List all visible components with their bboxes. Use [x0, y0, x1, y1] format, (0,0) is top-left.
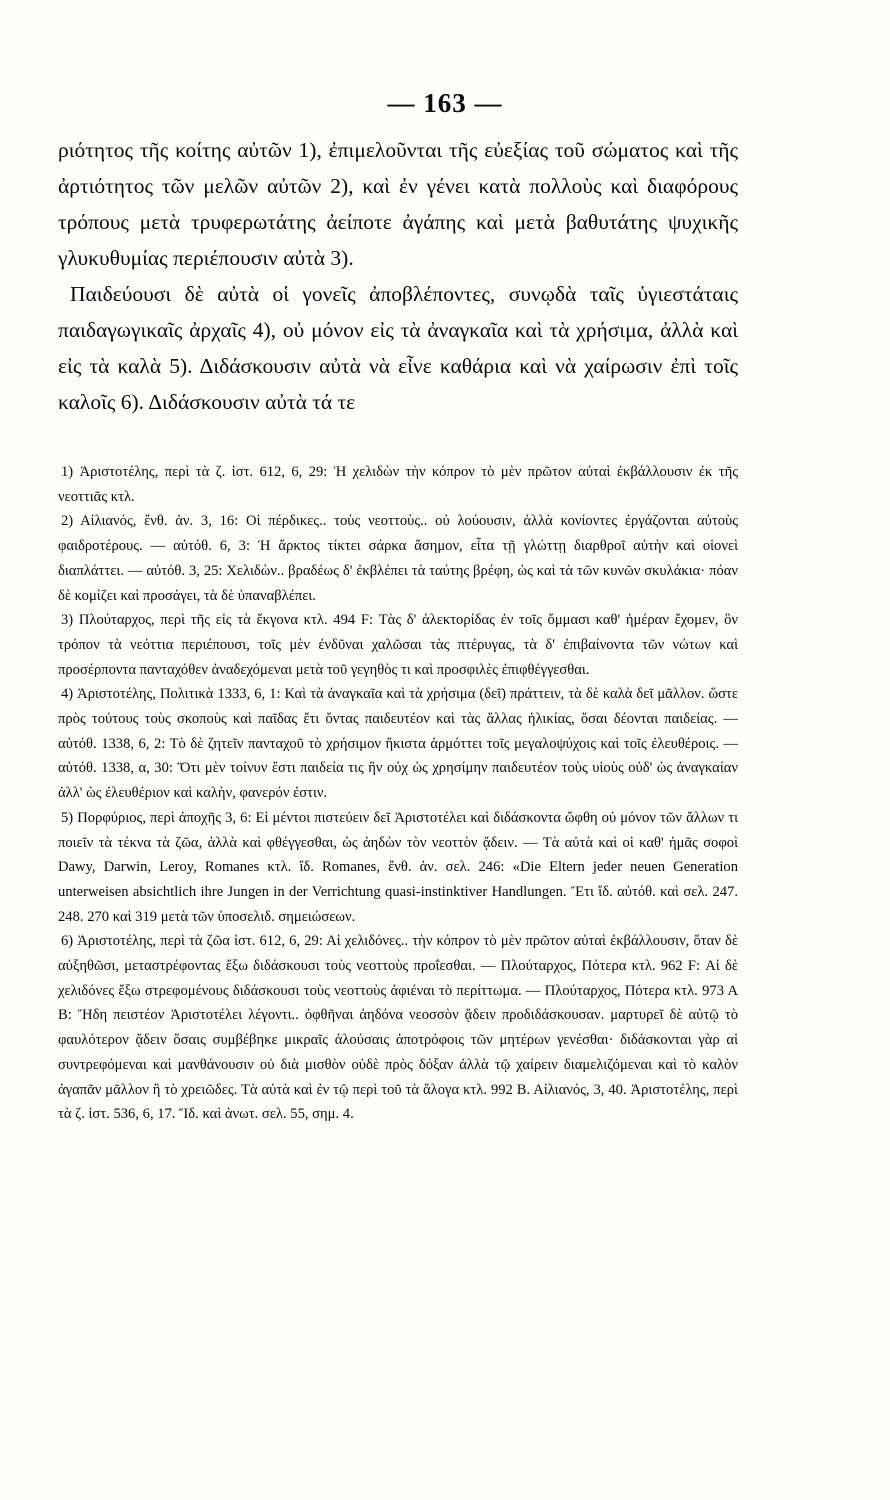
footnote-number: 4) — [61, 686, 74, 703]
footnote-text: Ἀριστοτέλης, περὶ τὰ ζ. ἱστ. 612, 6, 29: Ἡ χελιδὼν τὴν κόπρον τὸ μὲν πρῶτον αὐταὶ ἐκβάλλουσιν ἐκ τῆς νεοττιᾶς κτλ. — [58, 464, 738, 505]
body-paragraph: ριότητος τῆς κοίτης αὐτῶν 1), ἐπιμελοῦνται τῆς εὐεξίας τοῦ σώματος καὶ τῆς ἀρτιότητος τῶν μελῶν αὐτῶν 2), καὶ ἐν γένει κατὰ πολλοὺς καὶ διαφόρους τρόπους μετὰ τρυφερωτάτης ἀείποτε ἀγάπης καὶ μετὰ βαθυτάτης ψυχικῆς γλυκυθυμίας περιέπουσιν αὐτὰ 3). — [58, 138, 738, 270]
footnote-number: 5) — [61, 809, 74, 826]
main-text — [58, 132, 738, 420]
footnote-number: 6) — [61, 933, 74, 950]
body-paragraph: Παιδεύουσι δὲ αὐτὰ οἱ γονεῖς ἀποβλέποντες, συνῳδὰ ταῖς ὑγιεστάταις παιδαγωγικαῖς ἀρχαῖς 4), οὐ μόνον εἰς τὰ ἀναγκαῖα καὶ τὰ χρήσιμα, ἀλλὰ καὶ εἰς τὰ καλὰ 5). Διδάσκουσιν αὐτὰ νὰ εἶνε καθάρια καὶ νὰ χαίρωσιν ἐπὶ τοῖς καλοῖς 6). Διδάσκουσιν αὐτὰ τά τε — [58, 282, 738, 414]
footnote-text: Πλούταρχος, περὶ τῆς εἰς τὰ ἔκγονα κτλ. 494 F: Τὰς δ' ἀλεκτορίδας ἐν τοῖς ὄμμασι καθ' ἡμέραν ἔχομεν, ὃν τρόπον τὰ νεόττια περιέπουσι, τοῖς μὲν ἐνδῦναι χαλῶσαι τὰς πτέρυγας, τὰ δ' ἐπιβαίνοντα τῶν νώτων καὶ προσέρποντα πανταχόθεν ἀναδεχόμεναι μετὰ τοῦ γεγηθὸς τι καὶ προσφιλὲς ἐπιφθέγγεσθαι. — [58, 612, 738, 678]
footnote-text: Πορφύριος, περὶ ἀποχῆς 3, 6: Εἰ μέντοι πιστεύειν δεῖ Ἀριστοτέλει καὶ διδάσκοντα ὤφθη οὐ μόνον τῶν ἄλλων τι ποιεῖν τὰ τέκνα τὰ ζῶα, ἀλλὰ καὶ φθέγγεσθαι, ὡς ἀηδὼν τὸν νεοττὸν ᾄδειν. — Τὰ αὐτὰ καὶ οἱ καθ' ἡμᾶς σοφοὶ Dawy, Darwin, Leroy, Romanes κτλ. ἴδ. Romanes, ἔνθ. ἀν. σελ. 246: «Die Eltern jeder neuen Generation unterweisen absichtlich ihre Jungen in der Verrichtung quasi-instinktiver Handlungen. Ἔτι ἴδ. αὐτόθ. καὶ σελ. 247. 248. 270 καὶ 319 μετὰ τῶν ὑποσελιδ. σημειώσεων. — [58, 809, 738, 925]
footnote-text: Ἀριστοτέλης, περὶ τὰ ζῶα ἱστ. 612, 6, 29: Αἱ χελιδόνες.. τὴν κόπρον τὸ μὲν πρῶτον αὐταὶ ἐκβάλλουσιν, ὅταν δὲ αὐξηθῶσι, μεταστρέφοντας ἔξω διδάσκουσι τοὺς νεοττοὺς προΐεσθαι. — Πλούταρχος, Πότερα κτλ. 962 F: Αἱ δὲ χελιδόνες ἔξω στρεφομένους διδάσκουσι τοὺς νεοττοὺς ἀφιέναι τὸ περίττωμα. — Πλούταρχος, Πότερα κτλ. 973 Α Β: Ἤδη πειστέον Ἀριστοτέλει λέγοντι.. ὀφθῆναι ἀηδόνα νεοσσὸν ᾄδειν προδιδάσκουσαν. μαρτυρεῖ δὲ αὐτῷ τὸ φαυλότερον ᾄδειν ὅσαις συμβέβηκε μικραῖς ἁλούσαις ἀποτρόφοις τῶν μητέρων γενέσθαι· διδάσκονται γὰρ αἱ συντρεφόμεναι καὶ μανθάνουσιν οὐ διὰ μισθὸν οὐδὲ πρὸς δόξαν ἀλλὰ τῷ χαίρειν διαμελιζόμεναι καὶ τὸ καλὸν ἀγαπᾶν μᾶλλον ἢ τὸ χρειῶδες. Τὰ αὐτὰ καὶ ἐν τῷ περὶ τοῦ τὰ ἄλογα κτλ. 992 Β. Αἰλιανός, 3, 40. Ἀριστοτέλης, περὶ τὰ ζ. ἱστ. 536, 6, 17. Ἴδ. καὶ ἀνωτ. σελ. 55, σημ. 4. — [58, 933, 738, 1123]
footnote-number: 3) — [61, 612, 74, 629]
footnotes — [58, 460, 738, 1127]
footnote-number: 1) — [61, 464, 74, 480]
footnote-2 — [58, 509, 738, 608]
footnote-1 — [58, 460, 738, 509]
footnote-text: Αἰλιανός, ἔνθ. ἀν. 3, 16: Οἱ πέρδικες.. τοὺς νεοττοὺς.. οὐ λούουσιν, ἀλλὰ κονίοντες ἐργάζονται αὐτοὺς φαιδροτέρους. — αὐτόθ. 6, 3: Ἡ ἄρκτος τίκτει σάρκα ἄσημον, εἶτα τῇ γλώττῃ διαρθροῖ αὐτὴν καὶ οἱονεὶ διαπλάττει. — αὐτόθ. 3, 25: Χελιδὼν.. βραδέως δ' ἐκβλέπει τὰ ταύτης βρέφη, ὡς καὶ τὰ τῶν κυνῶν σκυλάκια· πόαν δὲ κομίζει καὶ προσάγει, τὰ δὲ ὑπαναβλέπει. — [58, 513, 738, 604]
footnote-4 — [58, 682, 738, 806]
footnote-6 — [58, 929, 738, 1127]
footnote-number: 2) — [61, 513, 74, 530]
page-number: — 163 — — [387, 88, 503, 118]
footnote-text: Ἀριστοτέλης, Πολιτικὰ 1333, 6, 1: Καὶ τὰ ἀναγκαῖα καὶ τὰ χρήσιμα (δεῖ) πράττειν, τὰ δὲ καλὰ δεῖ μᾶλλον. ὥστε πρὸς τούτους τοὺς σκοποὺς καὶ παῖδας ἔτι ὄντας παιδευτέον καὶ τὰς ἄλλας ἡλικίας, ὅσαι δέονται παιδείας. — αὐτόθ. 1338, 6, 2: Τὸ δὲ ζητεῖν πανταχοῦ τὸ χρήσιμον ἥκιστα ἁρμόττει τοῖς μεγαλοψύχοις καὶ τοῖς ἐλευθέροις. — αὐτόθ. 1338, α, 30: Ὅτι μὲν τοίνυν ἔστι παιδεία τις ἣν οὐχ ὡς χρησίμην παιδευτέον τοὺς υἱοὺς οὐδ' ὡς ἀναγκαίαν ἀλλ' ὡς ἐλευθέριον καὶ καλὴν, φανερόν ἐστιν. — [58, 686, 738, 802]
footnote-5 — [58, 806, 738, 930]
footnote-3 — [58, 608, 738, 682]
